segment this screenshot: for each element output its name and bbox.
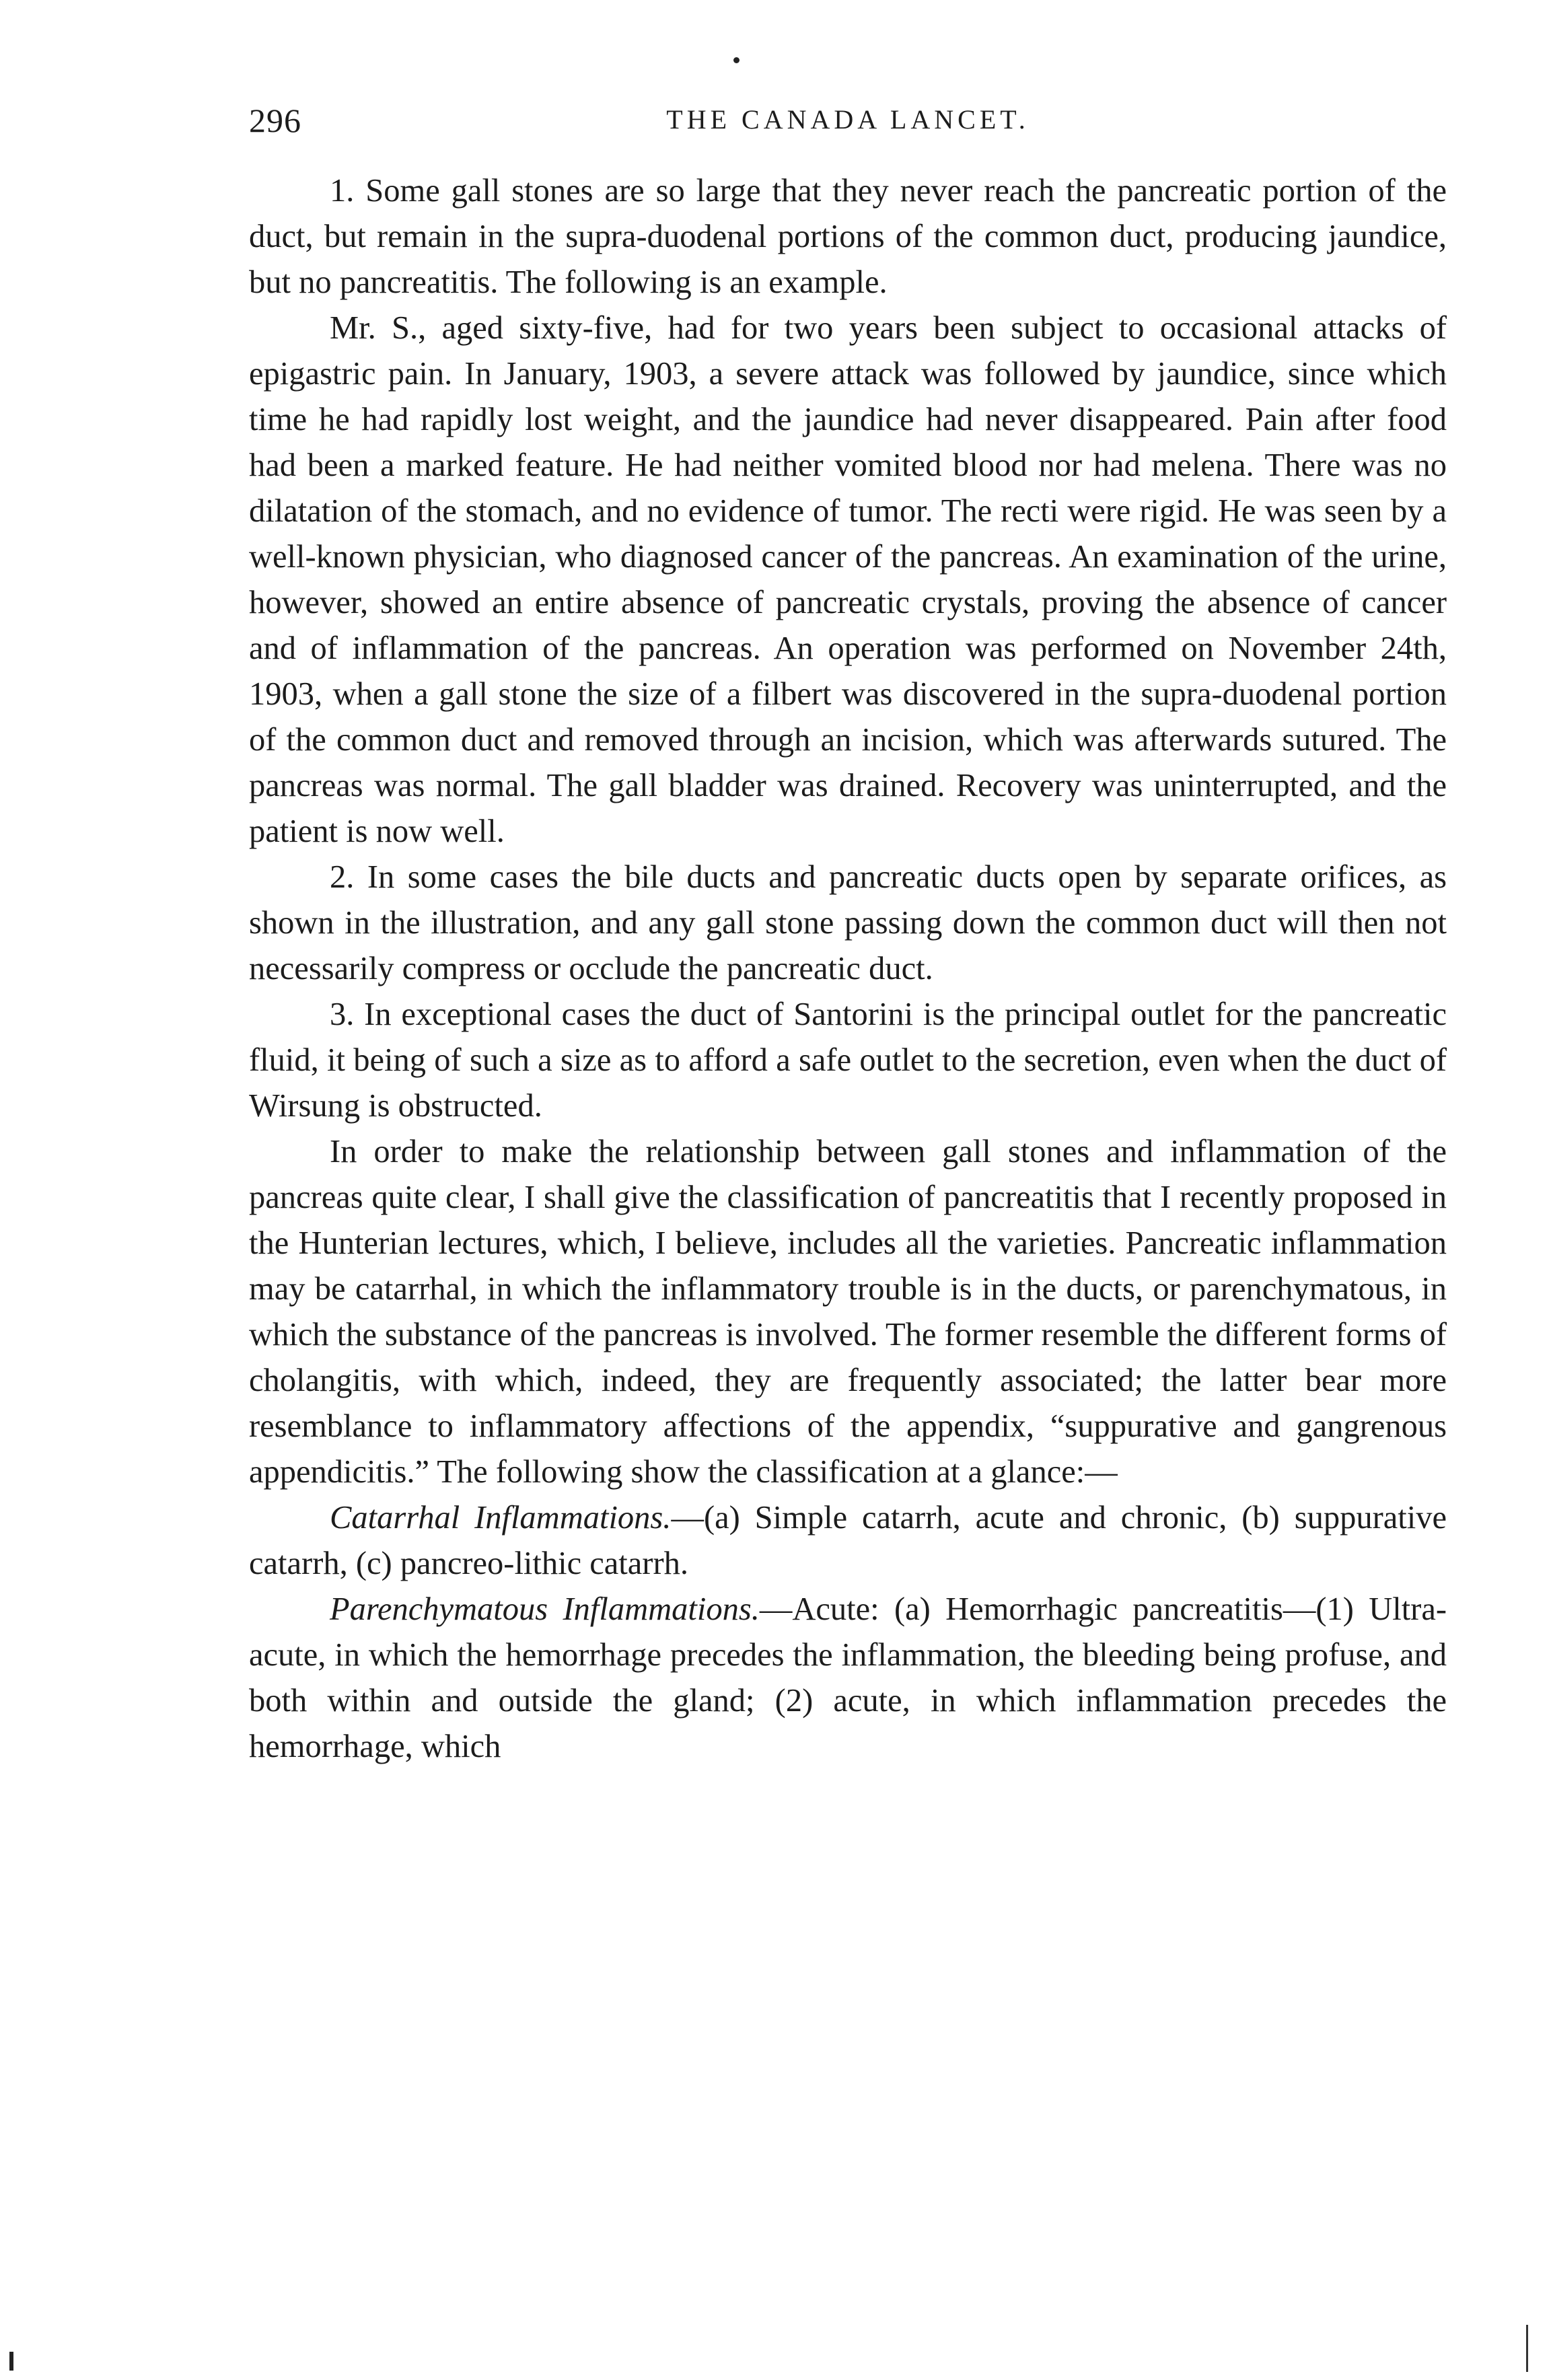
paragraph-case-one: 1. Some gall stones are so large that they never reach the pancreatic portion of the duct, but remain in the supra-duodenal portions of the common duct, producing jaundice, but no pancreatitis. The following is an example.	[249, 173, 1447, 300]
paragraph-classification-intro: In order to make the relationship between gall stones and inflammation of the pancreas quite clear, I shall give the classification of pancreatitis that I recently proposed in the Hunterian lectures, which, I believe, includes all the varieties. Pancreatic inflammation may be catarrhal, in which the inflammatory trouble is in the ducts, or parenchymatous, in which the substance of the pancreas is involved. The former resemble the different forms of cholangitis, with which, indeed, they are frequently associated; the latter bear more resemblance to inflammatory affections of the appendix, “suppurative and gangrenous appendicitis.” The following show the classification at a glance:—	[249, 1134, 1447, 1490]
paragraph-case-three: 3. In exceptional cases the duct of Santorini is the principal outlet for the pancreatic fluid, it being of such a size as to afford a safe outlet to the secretion, even when the duct of Wirsung is obstructed.	[249, 997, 1447, 1124]
catarrhal-text: —(a) Simple catarrh, acute and chronic, (b) suppurative catarrh, (c) pancreo-lithic catarrh.	[249, 1500, 1447, 1581]
running-title: THE CANADA LANCET.	[666, 104, 1030, 135]
page-number: 296	[249, 102, 301, 139]
paragraph-parenchymatous	[249, 1587, 1447, 1770]
paragraph-case-report: Mr. S., aged sixty-five, had for two years been subject to occasional attacks of epigastric pain. In January, 1903, a severe attack was followed by jaundice, since which time he had rapidly lost weight, and the jaundice had never disappeared. Pain after food had been a marked feature. He had neither vomited blood nor had melena. There was no dilatation of the stomach, and no evidence of tumor. The recti were rigid. He was seen by a well-known physician, who diagnosed cancer of the pancreas. An examination of the urine, however, showed an entire absence of pancreatic crystals, proving the absence of cancer and of inflammation of the pancreas. An operation was performed on November 24th, 1903, when a gall stone the size of a filbert was discovered in the supra-duodenal portion of the common duct and removed through an incision, which was afterwards sutured. The pancreas was normal. The gall bladder was drained. Recovery was uninterrupted, and the patient is now well.	[249, 310, 1447, 849]
page-header	[249, 101, 1447, 155]
paragraph-case-two: 2. In some cases the bile ducts and pancreatic ducts open by separate orifices, as shown in the illustration, and any gall stone passing down the common duct will then not necessarily compress or occlude the pancreatic duct.	[249, 859, 1447, 986]
catarrhal-heading: Catarrhal Inflammations.	[330, 1500, 672, 1536]
parenchymatous-text: —Acute: (a) Hemorrhagic pancreatitis—(1) Ultra-acute, in which the hemorrhage precedes the inflammation, the bleeding being profuse, and both within and outside the gland; (2) acute, in which inflammation precedes the hemorrhage, which	[249, 1591, 1447, 1764]
paragraph-catarrhal	[249, 1495, 1447, 1587]
scan-edge-rule	[1526, 2325, 1528, 2372]
article-body	[249, 168, 1447, 1770]
scan-edge-mark	[9, 2352, 13, 2371]
top-speck-mark	[733, 57, 740, 63]
parenchymatous-heading: Parenchymatous Inflammations.	[330, 1591, 760, 1627]
